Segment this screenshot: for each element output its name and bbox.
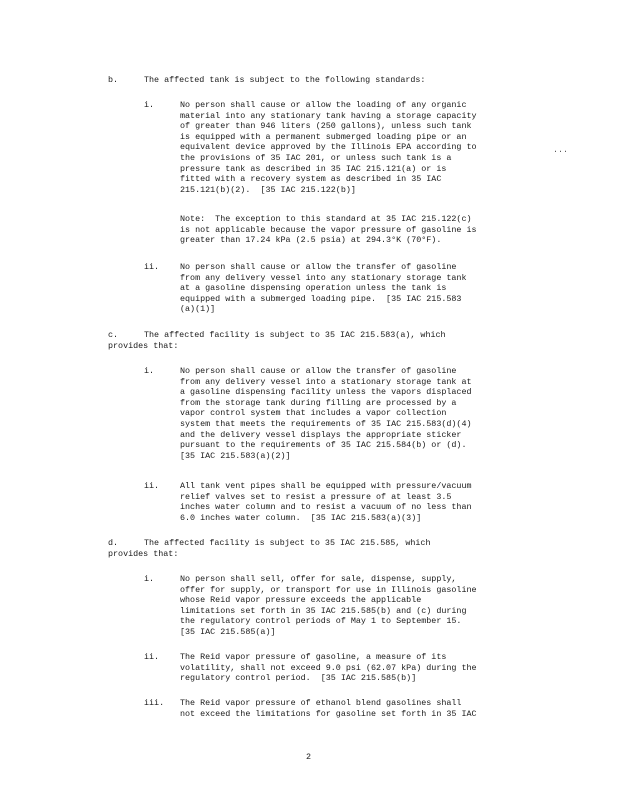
section-b-label: b. (108, 75, 119, 85)
section-d-item-1-text: No person shall sell, offer for sale, dispense, supply, offer for supply, or transport for use in Illinois gasoline whose Reid vapor pressure exceeds the applicable limitations set forth in 35 IAC 215.585(b) and (c) during the regulatory control periods of May 1 to September 15. [35 IAC 215.585(a)] (180, 574, 477, 637)
section-d-item-1-label: i. (144, 574, 155, 584)
section-d-item-2-text: The Reid vapor pressure of gasoline, a measure of its volatility, shall not exceed 9.0 psi (62.07 kPa) during the regulatory control period. [35 IAC 215.585(b)] (180, 652, 477, 684)
section-b-item-2-text: No person shall cause or allow the transfer of gasoline from any delivery vessel into any stationary storage tank at a gasoline dispensing operation unless the tank is equipped with a submerged loading pipe. [35 IAC 215.583 (a)(1)] (180, 262, 467, 315)
section-d-item-2-label: ii. (144, 652, 160, 662)
section-c-item-2-label: ii. (144, 481, 160, 491)
section-c-label: c. (108, 330, 119, 340)
section-b-item-1-text: No person shall cause or allow the loading of any organic material into any stationary tank having a storage capacity of greater than 946 liters (250 gallons), unless such tank is equipped with a permanent submerged loading pipe or an equivalent device approved by the Illinois EPA according to the provisions of 35 IAC 201, or unless such tank is a pressure tank as described in 35 IAC 215.121(a) or is fitted with a recovery system as described in 35 IAC 215.121(b)(2). [35 IAC 215.122(b)] (180, 100, 477, 195)
section-d-item-3-label: iii. (144, 698, 165, 708)
section-c-heading: The affected facility is subject to 35 IAC 215.583(a), which provides that: (108, 330, 446, 351)
section-b-heading: The affected tank is subject to the following standards: (144, 75, 426, 85)
section-d-heading: The affected facility is subject to 35 IAC 215.585, which provides that: (108, 538, 431, 559)
section-b-item-1-label: i. (144, 100, 155, 110)
section-d-label: d. (108, 538, 119, 548)
section-d-item-3-text: The Reid vapor pressure of ethanol blend gasolines shall not exceed the limitations for gasoline set forth in 35 IAC (180, 698, 477, 719)
section-b-item-2-label: ii. (144, 262, 160, 272)
section-c-item-1-label: i. (144, 366, 155, 376)
section-b-item-1-note: Note: The exception to this standard at 35 IAC 215.122(c) is not applicable because the vapor pressure of gasoline is greater than 17.24 kPa (2.5 psia) at 294.3°K (70°F). (180, 214, 477, 246)
section-c-item-2-text: All tank vent pipes shall be equipped with pressure/vacuum relief valves set to resist a pressure of at least 3.5 inches water column and to resist a vacuum of no less than 6.0 inches water column. [35 IAC 215.583(a)(3)] (180, 481, 472, 523)
page-number: 2 (306, 752, 312, 762)
section-c-item-1-text: No person shall cause or allow the transfer of gasoline from any delivery vessel into a stationary storage tank at a gasoline dispensing facility unless the vapors displaced from the storage tank during filling are processed by a vapor control system that includes a vapor collection system that meets the requirements of 35 IAC 215.583(d)(4) and the delivery vessel displays the appropriate sticker pursuant to the requirements of 35 IAC 215.584(b) or (d). [35 IAC 215.583(a)(2)] (180, 366, 472, 461)
margin-mark: ... (553, 145, 569, 155)
